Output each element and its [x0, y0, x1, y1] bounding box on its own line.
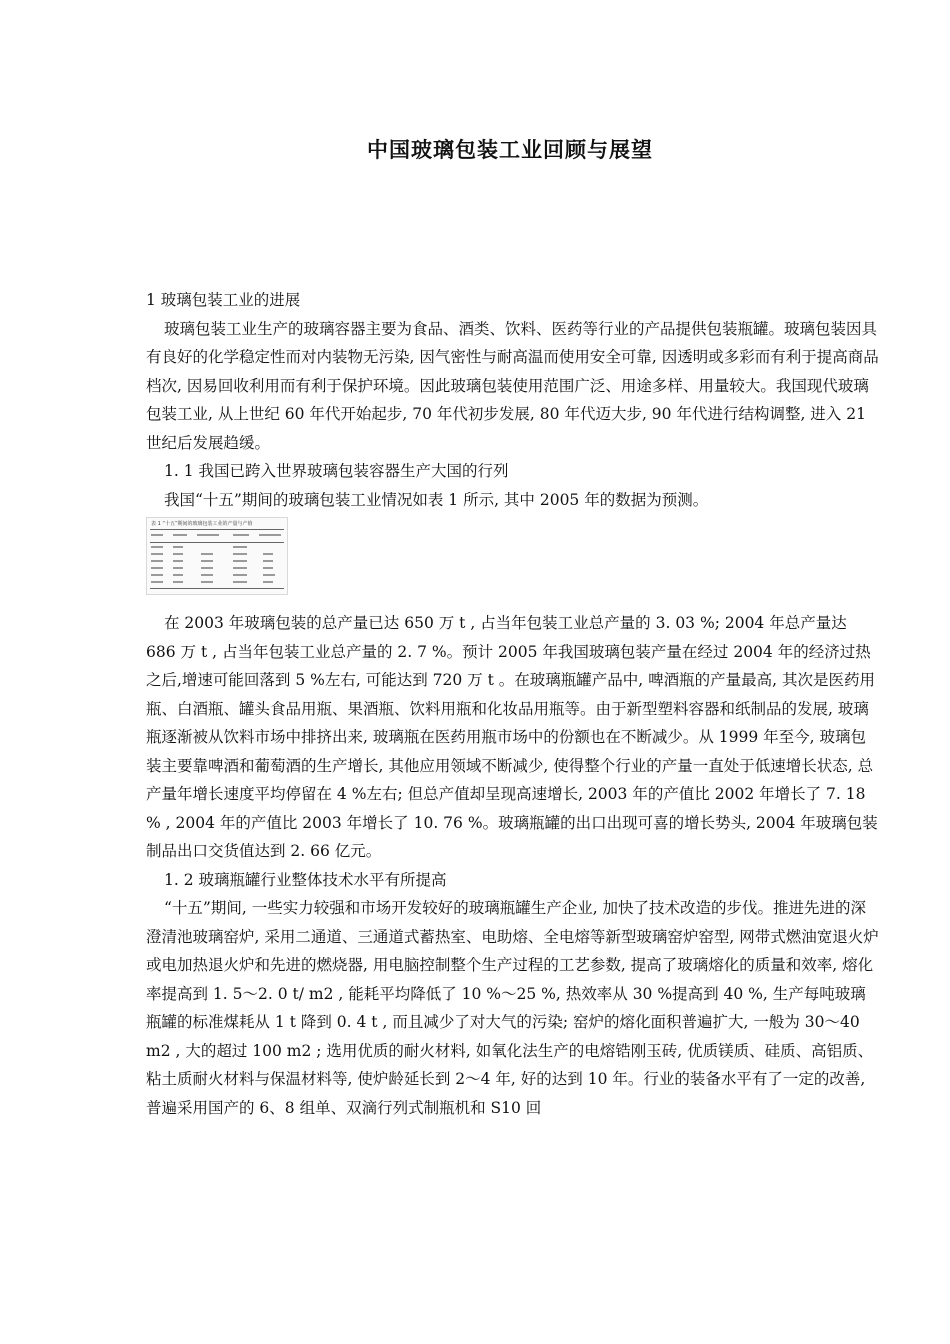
paragraph: 在 2003 年玻璃包装的总产量已达 650 万 t , 占当年包装工业总产量的 3. 03 %; 2004 年总产量达 686 万 t , 占当年包装工业总产量的 2. 7 %。预计 2005 年我国玻璃包装产量在经过 2004 年的经济过热之后,增速可能回落到 5 %左右, 可能达到 720 万 t 。在玻璃瓶罐产品中, 啤酒瓶的产量最高, 其次是医药用瓶、白酒瓶、罐头食品用瓶、果酒瓶、饮料用瓶和化妆品用瓶等。由于新型塑料容器和纸制品的发展, 玻璃瓶逐渐被从饮料市场中排挤出来, 玻璃瓶在医药用瓶市场中的份额也在不断减少。从 1999 年至今, 玻璃包装主要靠啤酒和葡萄酒的生产增长, 其他应用领域不断减少, 使得整个行业的产量一直处于低速增长状态, 总产量年增长速度平均停留在 4 %左右; 但总产值却呈现高速增长, 2003 年的产值比 2002 年增长了 7. 18 % , 2004 年的产值比 2003 年增长了 10. 76 %。玻璃瓶罐的出口出现可喜的增长势头, 2004 年玻璃包装制品出口交货值达到 2. 66 亿元。 — [146, 614, 878, 860]
table-row — [151, 558, 283, 564]
table-header-row — [151, 532, 283, 538]
paragraph: “十五”期间, 一些实力较强和市场开发较好的玻璃瓶罐生产企业, 加快了技术改造的步伐。推进先进的深澄清池玻璃窑炉, 采用二通道、三通道式蓄热室、电助熔、全电熔等新型玻璃窑炉窑型, 网带式燃油宽退火炉或电加热退火炉和先进的燃烧器, 用电脑控制整个生产过程的工艺参数, 提高了玻璃熔化的质量和效率, 熔化率提高到 1. 5～2. 0 t/ m2 , 能耗平均降低了 10 %～25 %, 热效率从 30 %提高到 40 %, 生产每吨玻璃瓶罐的标准煤耗从 1 t 降到 0. 4 t , 而且减少了对大气的污染; 窑炉的熔化面积普遍扩大, 一般为 30～40 m2 , 大的超过 100 m2 ; 选用优质的耐火材料, 如氧化法生产的电熔锆刚玉砖, 优质镁质、硅质、高铝质、粘土质耐火材料与保温材料等, 使炉龄延长到 2～4 年, 好的达到 10 年。行业的装备水平有了一定的改善, 普遍采用国产的 6、8 组单、双滴行列式制瓶机和 S10 回 — [146, 899, 879, 1117]
section-heading-1: 1 玻璃包装工业的进展 — [146, 291, 301, 309]
table-row — [151, 579, 283, 585]
table-row — [151, 544, 283, 550]
section-heading-1-2: 1. 2 玻璃瓶罐行业整体技术水平有所提高 — [164, 870, 447, 889]
table-row — [151, 565, 283, 571]
table-1-image — [146, 517, 288, 595]
section-heading-1-1: 1. 1 我国已跨入世界玻璃包装容器生产大国的行列 — [164, 462, 509, 480]
table-rule — [150, 529, 284, 530]
paragraph: 我国“十五”期间的玻璃包装工业情况如表 1 所示, 其中 2005 年的数据为预测。 — [164, 490, 709, 509]
table-rule — [150, 542, 284, 543]
document-body — [146, 286, 881, 1122]
paragraph: 玻璃包装工业生产的玻璃容器主要为食品、酒类、饮料、医药等行业的产品提供包装瓶罐。玻璃包装因具有良好的化学稳定性而对内装物无污染, 因气密性与耐高温而使用安全可靠, 因透明或多彩而有利于提高商品档次, 因易回收利用而有利于保护环境。因此玻璃包装使用范围广泛、用途多样、用量较大。我国现代玻璃包装工业, 从上世纪 60 年代开始起步, 70 年代初步发展, 80 年代迈大步, 90 年代进行结构调整, 进入 21 世纪后发展趋缓。 — [146, 319, 879, 452]
table-row — [151, 572, 283, 578]
table-row — [151, 551, 283, 557]
page-title: 中国玻璃包装工业回顾与展望 — [367, 137, 653, 162]
table-caption: 表 1 “十五”期间的玻璃包装工业的产量与产值 — [151, 521, 253, 527]
table-rule — [150, 588, 284, 589]
